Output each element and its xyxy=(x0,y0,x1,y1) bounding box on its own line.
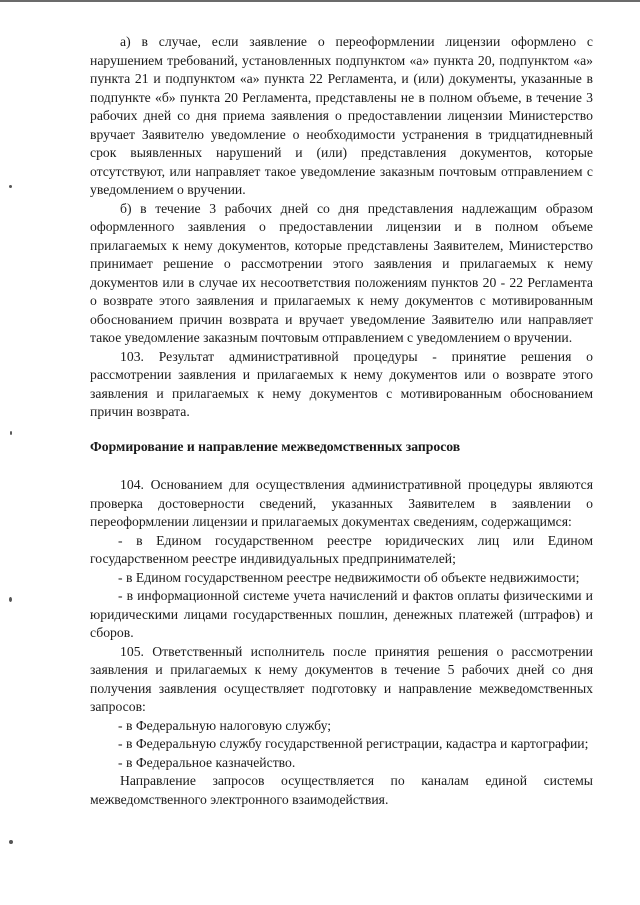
paragraph-105: 105. Ответственный исполнитель после принятия решения о рассмотрении заявления и прилагаемых к нему документов в течение 5 рабочих дней со дня получения заявления осуществляет подготовку и направление межведомственных запросов: xyxy=(90,643,593,714)
scan-speck xyxy=(9,597,12,602)
paragraph-requests: Направление запросов осуществляется по каналам единой системы межведомственного электронного взаимодействия. xyxy=(90,773,593,807)
paragraph-104: 104. Основанием для осуществления административной процедуры являются проверка достоверности сведений, указанных Заявителем в заявлении о переоформлении лицензии и прилагаемых документах сведениям, содержащимся: xyxy=(90,477,593,529)
paragraph-103: 103. Результат административной процедуры - принятие решения о рассмотрении заявления и прилагаемых к нему документов или о возврате этого заявления и прилагаемых к нему документов с мотивированным обоснованием причин возврата. xyxy=(90,348,593,419)
list-item: - в Федеральное казначейство. xyxy=(118,754,296,770)
list-item: - в Федеральную службу государственной регистрации, кадастра и картографии; xyxy=(118,736,589,751)
scan-speck xyxy=(9,840,13,844)
scan-speck xyxy=(10,431,12,435)
paragraph-a: а) в случае, если заявление о переоформлении лицензии оформлено с нарушением требований, установленных подпунктом «а» пункта 20, подпунктом «а» пункта 21 и подпунктом «а» пункта 22 Регламента, и (или) документы, указанные в подпункте «б» пункта 20 Регламента, представлены не в полном объеме, в течение 3 рабочих дней со дня приема заявления о предоставлении лицензии Министерство вручает Заявителю уведомление о необходимости устранения в тридцатидневный срок выявленных нарушений и (или) представления документов, которые отсутствуют, или направляет такое уведомление заказным почтовым отправлением с уведомлением о вручении. xyxy=(90,34,593,197)
list-item: - в информационной системе учета начислений и фактов оплаты физическими и юридическими лицами государственных пошлин, денежных платежей (штрафов) и сборов. xyxy=(90,588,593,640)
scan-speck xyxy=(9,185,12,188)
paragraph-b: б) в течение 3 рабочих дней со дня представления надлежащим образом оформленного заявления о предоставлении лицензии и в полном объеме прилагаемых к нему документов, которые представлены Заявителем, Министерство принимает решение о рассмотрении этого заявления и прилагаемых к нему документов или в случае их несоответствия положениям пунктов 20 - 22 Регламента о возврате этого заявления и прилагаемых к нему документов с мотивированным обоснованием причин возврата и вручает уведомление Заявителю или направляет такое уведомление заказным почтовым отправлением с уведомлением о вручении. xyxy=(90,200,593,345)
section-heading: Формирование и направление межведомственных запросов xyxy=(90,438,461,454)
list-item: - в Едином государственном реестре юридических лиц или Едином государственном реестре индивидуальных предпринимателей; xyxy=(90,532,593,566)
scan-top-edge xyxy=(0,0,640,2)
list-item: - в Едином государственном реестре недвижимости об объекте недвижимости; xyxy=(118,569,580,585)
document-body xyxy=(90,33,593,809)
list-item: - в Федеральную налоговую службу; xyxy=(118,717,332,733)
